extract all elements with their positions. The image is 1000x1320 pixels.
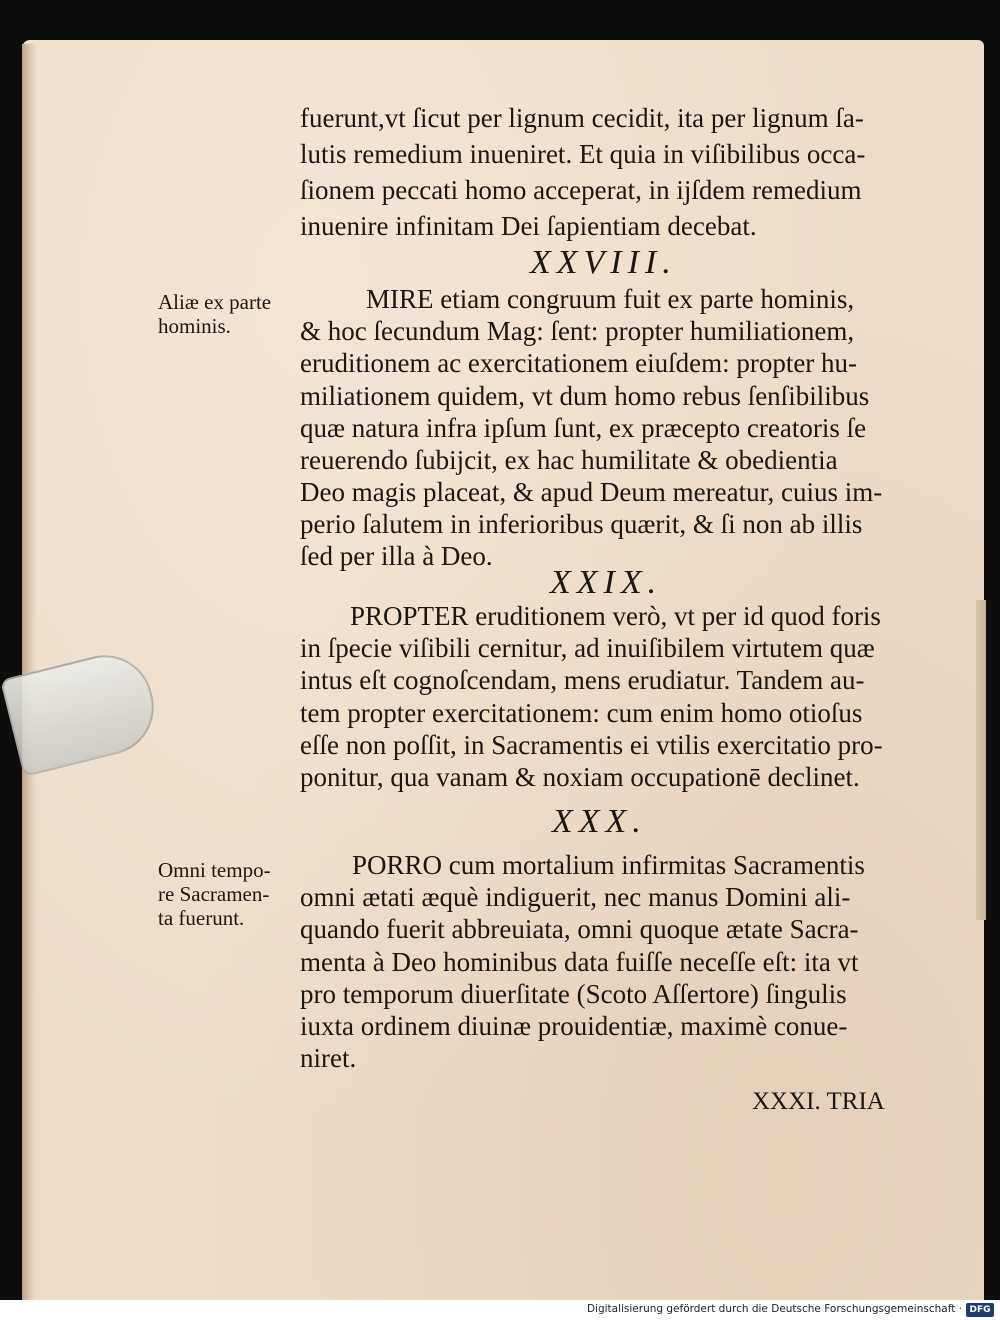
text-line: tem propter exercitationem: cum enim homo otioſus <box>300 698 863 728</box>
margin-note-line: re Sacramen- <box>158 882 270 907</box>
margin-note-line: Aliæ ex parte <box>158 290 272 314</box>
text-line: iuxta ordinem diuinæ prouidentiæ, maximè conue- <box>300 1011 848 1041</box>
text-line: perio ſalutem in inferioribus quærit, & ſi non ab illis <box>300 509 863 539</box>
dfg-logo: DFG <box>966 1303 994 1317</box>
text-line: pro temporum diuerſitate (Scoto Aſſertore) ſingulis <box>300 979 847 1009</box>
funding-notice: Digitalisierung gefördert durch die Deutsche Forschungsgemeinschaft · <box>586 1303 962 1315</box>
text-line: PROPTER eruditionem verò, vt per id quod foris <box>350 601 881 631</box>
text-line: ſionem peccati homo acceperat, in ijſdem remedium <box>300 175 862 205</box>
text-line: & hoc ſecundum Mag: ſent: propter humiliationem, <box>300 316 855 346</box>
text-line: eruditionem ac exercitationem eiuſdem: propter hu- <box>300 348 858 378</box>
text-line: menta à Deo hominibus data fuiſſe neceſſe eſt: ita vt <box>300 947 859 977</box>
text-line: reuerendo ſubijcit, ex hac humilitate & obedientia <box>300 445 838 475</box>
text-line: ſed per illa à Deo. <box>300 541 493 571</box>
text-line: lutis remedium inueniret. Et quia in viſibilibus occa- <box>300 139 866 169</box>
text-line: PORRO cum mortalium infirmitas Sacramentis <box>352 850 865 880</box>
margin-note-hominis <box>158 290 308 338</box>
text-line: Deo magis placeat, & apud Deum mereatur, cuius im- <box>300 477 883 507</box>
margin-note-line: Omni tempo- <box>158 858 271 882</box>
section-heading-28: XXVIII. <box>530 244 677 281</box>
catchword: XXXI. TRIA <box>752 1088 885 1115</box>
section-heading-30: XXX. <box>552 803 647 840</box>
section-heading-29: XXIX. <box>550 564 663 601</box>
text-line: miliationem quidem, vt dum homo rebus ſenſibilibus <box>300 381 870 411</box>
digitization-footer <box>0 1300 1000 1320</box>
text-line: ponitur, qua vanam & noxiam occupationē declinet. <box>300 762 860 792</box>
text-line: in ſpecie viſibili cernitur, ad inuiſibilem virtutem quæ <box>300 633 875 663</box>
text-line: omni ætati æquè indiguerit, nec manus Domini ali- <box>300 882 851 912</box>
text-line: inuenire infinitam Dei ſapientiam decebat. <box>300 211 757 241</box>
text-line: fuerunt,vt ſicut per lignum cecidit, ita per lignum ſa- <box>300 103 864 133</box>
text-line: quæ natura infra ipſum ſunt, ex præcepto creatoris ſe <box>300 413 867 443</box>
page-fold-shadow <box>976 600 986 920</box>
margin-note-line: ta fuerunt. <box>158 906 245 931</box>
margin-note-line: hominis. <box>158 314 231 339</box>
text-line: eſſe non poſſit, in Sacramentis ei vtilis exercitatio pro- <box>300 730 883 760</box>
text-line: niret. <box>300 1043 357 1073</box>
text-line: intus eſt cognoſcendam, mens erudiatur. Tandem au- <box>300 665 865 695</box>
margin-note-omni-tempore <box>158 858 308 930</box>
text-line: quando fuerit abbreuiata, omni quoque ætate Sacra- <box>300 914 859 944</box>
text-line: MIRE etiam congruum fuit ex parte hominis, <box>366 284 855 314</box>
